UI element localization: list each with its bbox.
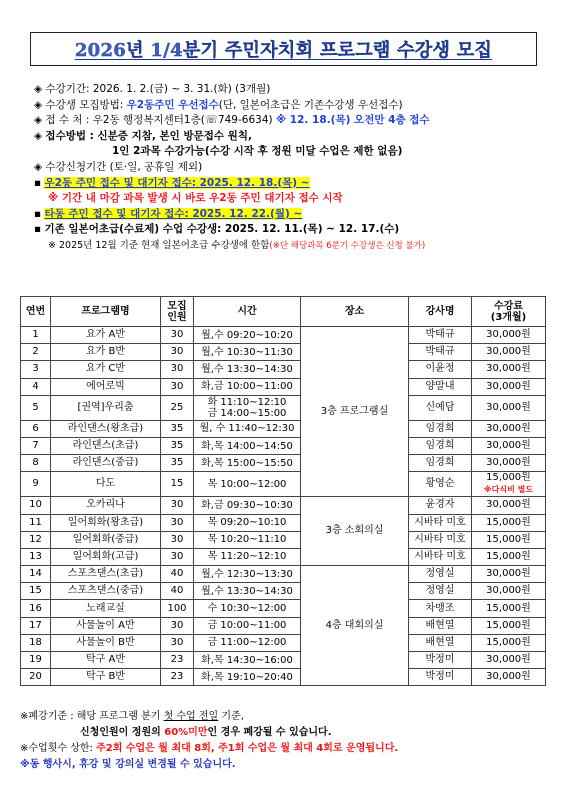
- column-header: 장소: [301, 297, 409, 327]
- fee-value: 30,000원: [486, 585, 531, 597]
- cell-teacher: 황영순: [409, 472, 472, 497]
- square-bullet-icon: ▪: [34, 207, 42, 220]
- info-local: ▪ 우2동 주민 접수 및 대기자 접수: 2025. 12. 18.(목) ~: [34, 176, 310, 189]
- info-place: ◈ 접 수 처 : 우2동 행정복지센터1층(☏749-6634) ※ 12. 18.(목) 오전만 4층 접수: [34, 114, 430, 127]
- cell-time: 화 11:10~12:10 금 14:00~15:00: [194, 395, 301, 420]
- fee-value: 30,000원: [486, 568, 531, 580]
- cell-place: 3층 소회의실: [301, 497, 409, 566]
- fee-value: 30,000원: [486, 457, 531, 469]
- cell-place: 4층 대회의실: [301, 566, 409, 686]
- cell-time: 화,금 09:30~10:30: [194, 497, 301, 514]
- cell-place: 3층 프로그램실: [301, 327, 409, 497]
- cell-teacher: 시바타 미호: [409, 548, 472, 565]
- cell-no: 2: [21, 344, 51, 361]
- table-row: [21, 472, 546, 497]
- cell-teacher: 시바타 미호: [409, 531, 472, 548]
- cell-cap: 35: [161, 420, 194, 437]
- info-jp-note: ※ 2025년 12월 기준 현재 일본어초급 수강생에 한함(※단 해당과목 6분기 수강생은 신청 불가): [48, 239, 426, 251]
- info-period: ◈ 수강기간: 2026. 1. 2.(금) ~ 3. 31.(화) (3개월): [34, 83, 271, 95]
- cell-fee: [472, 531, 546, 548]
- cell-no: 15: [21, 583, 51, 600]
- cell-name: 사물놀이 A반: [51, 617, 161, 634]
- cell-name: 사물놀이 B반: [51, 634, 161, 651]
- cell-teacher: 정영실: [409, 566, 472, 583]
- cell-fee: [472, 634, 546, 651]
- cell-cap: 30: [161, 531, 194, 548]
- cell-cap: 40: [161, 583, 194, 600]
- cell-time: 월,수 13:30~14:30: [194, 583, 301, 600]
- cell-teacher: 양말내: [409, 378, 472, 395]
- cell-time: 화,금 10:00~11:00: [194, 378, 301, 395]
- program-table: [20, 296, 546, 686]
- table-row: [21, 361, 546, 378]
- cell-time: 화,목 14:30~16:00: [194, 652, 301, 669]
- table-row: [21, 514, 546, 531]
- cell-name: 요가 B반: [51, 344, 161, 361]
- cell-name: 탁구 B반: [51, 669, 161, 686]
- cell-no: 1: [21, 327, 51, 344]
- cell-cap: 25: [161, 395, 194, 420]
- cell-teacher: 임경희: [409, 420, 472, 437]
- fee-value: 15,000원: [486, 472, 531, 484]
- cell-name: 다도: [51, 472, 161, 497]
- cell-no: 10: [21, 497, 51, 514]
- cell-fee: [472, 437, 546, 454]
- cell-cap: 30: [161, 344, 194, 361]
- cell-no: 3: [21, 361, 51, 378]
- square-bullet-icon: ▪: [34, 223, 42, 236]
- table-row: [21, 378, 546, 395]
- fee-value: 30,000원: [486, 380, 531, 392]
- fee-value: 15,000원: [486, 516, 531, 528]
- cell-fee: [472, 361, 546, 378]
- cell-fee: [472, 566, 546, 583]
- fee-value: 15,000원: [486, 550, 531, 562]
- cell-no: 5: [21, 395, 51, 420]
- cell-cap: 23: [161, 669, 194, 686]
- column-header: 시간: [194, 297, 301, 327]
- info-how-2: 1인 2과목 수강가능(수강 시작 후 정원 미달 수업은 제한 없음): [112, 145, 403, 158]
- fee-value: 15,000원: [486, 636, 531, 648]
- table-header-row: [21, 297, 546, 327]
- cell-cap: 30: [161, 378, 194, 395]
- cell-time: 화,목 19:10~20:40: [194, 669, 301, 686]
- cell-teacher: 정영실: [409, 583, 472, 600]
- fee-value: 30,000원: [486, 654, 531, 666]
- cell-no: 9: [21, 472, 51, 497]
- cell-name: 오카리나: [51, 497, 161, 514]
- cell-name: [권역]우리춤: [51, 395, 161, 420]
- cell-time: 월, 수 11:40~12:30: [194, 420, 301, 437]
- cell-name: 요가 C반: [51, 361, 161, 378]
- cell-time: 금 10:00~11:00: [194, 617, 301, 634]
- square-bullet-icon: ▪: [34, 176, 42, 189]
- column-header: 모집 인원: [161, 297, 194, 327]
- cell-time: 목 09:20~10:10: [194, 514, 301, 531]
- info-other: ▪ 타동 주민 접수 및 대기자 접수: 2025. 12. 22.(월) ~: [34, 207, 303, 220]
- cell-fee: [472, 344, 546, 361]
- cell-teacher: 윤경자: [409, 497, 472, 514]
- table-row: [21, 652, 546, 669]
- cell-teacher: 박태규: [409, 327, 472, 344]
- cell-fee: [472, 548, 546, 565]
- footer-close: ※폐강기준 : 해당 프로그램 분기 첫 수업 전일 기준,: [20, 711, 244, 722]
- cell-name: 에어로빅: [51, 378, 161, 395]
- fee-value: 30,000원: [486, 363, 531, 375]
- cell-no: 20: [21, 669, 51, 686]
- table-row: [21, 531, 546, 548]
- info-how: ◈ 접수방법 : 신분증 지참, 본인 방문접수 원칙,: [34, 129, 252, 142]
- cell-time: 화,목 15:00~15:50: [194, 455, 301, 472]
- table-row: [21, 497, 546, 514]
- fee-value: 30,000원: [486, 422, 531, 434]
- footer-limit: ※수업횟수 상한: 주2회 수업은 월 최대 8회, 주1회 수업은 월 최대 4회로 운영됩니다.: [20, 743, 399, 754]
- table-row: [21, 669, 546, 686]
- cell-fee: [472, 395, 546, 420]
- table-row: [21, 583, 546, 600]
- info-warn: ※ 기간 내 마감 과목 발생 시 바로 우2동 주민 대기자 접수 시작: [48, 192, 343, 205]
- footer-event: ※동 행사시, 휴강 및 강의실 변경될 수 있습니다.: [20, 759, 236, 770]
- cell-no: 14: [21, 566, 51, 583]
- fee-value: 15,000원: [486, 602, 531, 614]
- cell-name: 탁구 A반: [51, 652, 161, 669]
- cell-cap: 30: [161, 497, 194, 514]
- cell-name: 요가 A반: [51, 327, 161, 344]
- cell-no: 16: [21, 600, 51, 617]
- cell-name: 일어회화(중급): [51, 531, 161, 548]
- cell-cap: 23: [161, 652, 194, 669]
- footer-close-2: 신청인원이 정원의 60%미만인 경우 폐강될 수 있습니다.: [80, 727, 332, 738]
- table-row: [21, 420, 546, 437]
- info-method: ◈ 수강생 모집방법: 우2동주민 우선접수(단, 일본어초급은 기존수강생 우선접수): [34, 98, 403, 111]
- cell-fee: [472, 472, 546, 497]
- table-row: [21, 344, 546, 361]
- cell-no: 11: [21, 514, 51, 531]
- cell-name: 라인댄스(왕초급): [51, 420, 161, 437]
- cell-teacher: 배현열: [409, 634, 472, 651]
- title-box: [30, 32, 537, 66]
- cell-no: 13: [21, 548, 51, 565]
- cell-cap: 30: [161, 361, 194, 378]
- cell-name: 스포츠댄스(중급): [51, 583, 161, 600]
- cell-fee: [472, 669, 546, 686]
- table-row: [21, 455, 546, 472]
- column-header: 강사명: [409, 297, 472, 327]
- table-row: [21, 617, 546, 634]
- cell-fee: [472, 600, 546, 617]
- cell-teacher: 박태규: [409, 344, 472, 361]
- cell-no: 17: [21, 617, 51, 634]
- cell-time: 화,목 14:00~14:50: [194, 437, 301, 454]
- diamond-bullet-icon: ◈: [34, 98, 43, 111]
- cell-time: 목 10:20~11:10: [194, 531, 301, 548]
- table-row: [21, 600, 546, 617]
- cell-no: 6: [21, 420, 51, 437]
- cell-teacher: 박정미: [409, 652, 472, 669]
- cell-time: 수 10:30~12:00: [194, 600, 301, 617]
- cell-no: 19: [21, 652, 51, 669]
- cell-teacher: 시바타 미호: [409, 514, 472, 531]
- column-header: 수강료 (3개월): [472, 297, 546, 327]
- cell-name: 스포츠댄스(초급): [51, 566, 161, 583]
- fee-value: 15,000원: [486, 619, 531, 631]
- table-body: [21, 327, 546, 686]
- cell-fee: [472, 652, 546, 669]
- cell-teacher: 박정미: [409, 669, 472, 686]
- diamond-bullet-icon: ◈: [34, 83, 43, 95]
- table-row: [21, 548, 546, 565]
- cell-no: 4: [21, 378, 51, 395]
- cell-name: 노래교실: [51, 600, 161, 617]
- cell-time: 월,수 10:30~11:30: [194, 344, 301, 361]
- cell-no: 8: [21, 455, 51, 472]
- diamond-bullet-icon: ◈: [34, 160, 43, 173]
- cell-teacher: 차맹조: [409, 600, 472, 617]
- fee-value: 30,000원: [486, 401, 531, 413]
- column-header: 프로그램명: [51, 297, 161, 327]
- table-row: [21, 327, 546, 344]
- cell-time: 목 11:20~12:10: [194, 548, 301, 565]
- diamond-bullet-icon: ◈: [34, 129, 43, 142]
- cell-time: 월,수 12:30~13:30: [194, 566, 301, 583]
- footer-notes: [20, 709, 560, 773]
- cell-name: 라인댄스(초급): [51, 437, 161, 454]
- cell-time: 금 11:00~12:00: [194, 634, 301, 651]
- cell-time: 월,수 13:30~14:30: [194, 361, 301, 378]
- cell-name: 일어회화(왕초급): [51, 514, 161, 531]
- column-header: 연번: [21, 297, 51, 327]
- table-row: [21, 566, 546, 583]
- fee-value: 15,000원: [486, 533, 531, 545]
- cell-fee: [472, 617, 546, 634]
- fee-value: 30,000원: [486, 499, 531, 511]
- cell-cap: 15: [161, 472, 194, 497]
- cell-time: 월,수 09:20~10:20: [194, 327, 301, 344]
- cell-name: 라인댄스(중급): [51, 455, 161, 472]
- table-row: [21, 395, 546, 420]
- cell-cap: 40: [161, 566, 194, 583]
- cell-cap: 35: [161, 437, 194, 454]
- fee-value: 30,000원: [486, 346, 531, 358]
- cell-cap: 30: [161, 327, 194, 344]
- cell-cap: 35: [161, 455, 194, 472]
- cell-fee: [472, 378, 546, 395]
- cell-teacher: 배현열: [409, 617, 472, 634]
- cell-teacher: 신예담: [409, 395, 472, 420]
- fee-value: 30,000원: [486, 440, 531, 452]
- info-dayoff: ◈ 수강신청기간 (토·일, 공휴일 제외): [34, 160, 203, 173]
- info-section: [34, 82, 554, 255]
- cell-cap: 30: [161, 617, 194, 634]
- cell-fee: [472, 455, 546, 472]
- cell-fee: [472, 327, 546, 344]
- cell-cap: 100: [161, 600, 194, 617]
- fee-note: ※다식비 별도: [483, 485, 534, 495]
- cell-cap: 30: [161, 634, 194, 651]
- cell-fee: [472, 583, 546, 600]
- table-row: [21, 437, 546, 454]
- cell-time: 목 10:00~12:00: [194, 472, 301, 497]
- fee-value: 30,000원: [486, 671, 531, 683]
- diamond-bullet-icon: ◈: [34, 114, 43, 127]
- cell-fee: [472, 514, 546, 531]
- cell-cap: 30: [161, 548, 194, 565]
- table-row: [21, 634, 546, 651]
- cell-no: 18: [21, 634, 51, 651]
- cell-fee: [472, 420, 546, 437]
- page-title: 2026년 1/4분기 주민자치회 프로그램 수강생 모집: [74, 40, 493, 61]
- cell-cap: 30: [161, 514, 194, 531]
- cell-teacher: 임경희: [409, 437, 472, 454]
- cell-no: 7: [21, 437, 51, 454]
- cell-teacher: 임경희: [409, 455, 472, 472]
- cell-no: 12: [21, 531, 51, 548]
- cell-name: 일어회화(고급): [51, 548, 161, 565]
- cell-teacher: 이윤정: [409, 361, 472, 378]
- info-jp: ▪ 기존 일본어초급(수료제) 수업 수강생: 2025. 12. 11.(목) ~ 12. 17.(수): [34, 223, 400, 236]
- fee-value: 30,000원: [486, 329, 531, 341]
- cell-fee: [472, 497, 546, 514]
